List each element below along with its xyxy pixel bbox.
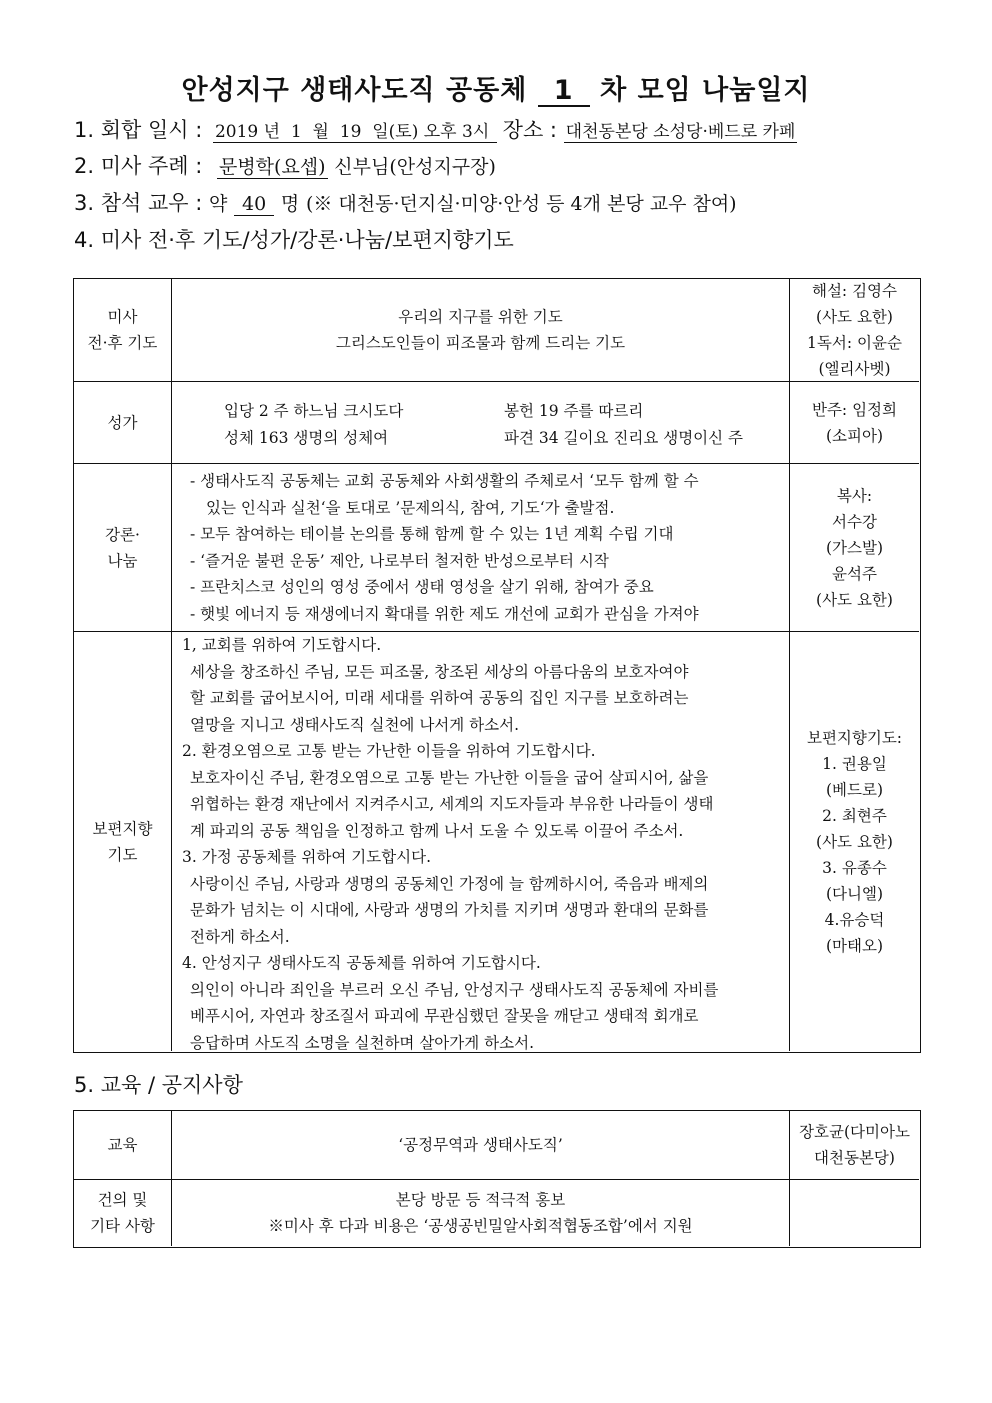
datetime-label: 1. 회합 일시 : [74, 118, 203, 142]
role-line: (사도 요한) [816, 308, 893, 326]
title-prefix: 안성지구 생태사도직 공동체 [181, 75, 528, 106]
role-line: 1독서: 이윤순 [807, 334, 902, 352]
intercession-line: 계 파괴의 공동 책임을 인정하고 함께 나서 도울 수 있도록 이끌어 주소서. [190, 821, 684, 840]
intercession-line: 문화가 넘치는 이 시대에, 사랑과 생명의 가치를 지키며 생명과 환대의 문화를 [190, 901, 709, 919]
altar-servers [790, 464, 919, 631]
month: 1 [290, 122, 302, 142]
homily-line: 있는 인식과 실천‘을 토대로 ’문제의식, 참여, 기도‘가 출발점. [206, 498, 615, 517]
row-label-intercessions [74, 632, 172, 1051]
intercession-line: 1, 교회를 위하여 기도합시다. [182, 636, 382, 654]
label-line: 전·후 기도 [87, 334, 158, 352]
notices-empty-cell [790, 1180, 919, 1246]
day: 19 [339, 122, 362, 142]
prayer-title-2: 그리스도인들이 피조물과 함께 드리는 기도 [335, 334, 626, 352]
hymn-accompanist [790, 382, 919, 463]
notice-line: 본당 방문 등 적극적 홍보 [395, 1191, 566, 1209]
celebrant-role: 신부님(안성지구장) [334, 156, 496, 178]
label-line: 보편지향 [92, 819, 153, 838]
meeting-place: 대천동본당 소성당·베드로 카페 [565, 122, 796, 142]
homily-content [172, 464, 790, 631]
intercession-line: 세상을 창조하신 주님, 모든 피조물, 창조된 세상의 아름다움의 보호자여야 [190, 662, 689, 681]
intercession-line: 응답하며 사도직 소명을 실천하며 살아가게 하소서. [190, 1033, 534, 1052]
notices-content [172, 1180, 790, 1246]
label-line: 나눔 [107, 551, 138, 570]
meeting-number: 1 [538, 77, 590, 107]
role-line: (다니엘) [825, 884, 883, 903]
intercession-line: 위협하는 환경 재난에서 지켜주시고, 세계의 지도자들과 부유한 나라들이 생태 [190, 795, 714, 813]
attendance-count: 40 [234, 193, 274, 216]
offertory-hymn: 봉헌 19 주를 따르리 [504, 402, 644, 420]
attendance-note: (※ 대천동·던지실·미양·안성 등 4개 본당 교우 참여) [305, 193, 737, 215]
role-line: (소피아) [825, 426, 883, 445]
section-4-heading: 4. 미사 전·후 기도/성가/강론·나눔/보편지향기도 [74, 228, 514, 252]
attendance-label: 3. 참석 교우 : [74, 191, 203, 215]
homily-line: - 햇빛 에너지 등 재생에너지 확대를 위한 제도 개선에 교회가 관심을 가져야 [190, 604, 699, 623]
education-table [73, 1110, 921, 1248]
row-label-homily [74, 464, 172, 631]
role-line: 4.유승덕 [824, 910, 885, 929]
hymn-row [224, 425, 789, 452]
celebrant-line [74, 150, 496, 180]
prayer-content [172, 279, 790, 381]
intercession-readers [790, 632, 919, 1051]
intercession-line: 열망을 지니고 생태사도직 실천에 나서게 하소서. [190, 715, 520, 734]
education-topic-cell [172, 1111, 790, 1179]
entrance-hymn: 입당 2 주 하느님 크시도다 [224, 402, 404, 420]
row-label-hymns: 성가 [74, 382, 172, 463]
section-5-heading: 5. 교육 / 공지사항 [74, 1073, 243, 1097]
role-line: 반주: 임정희 [811, 400, 897, 419]
role-line: 1. 권용일 [822, 754, 887, 773]
role-line: (엘리사벳) [818, 360, 891, 378]
notice-line: ※미사 후 다과 비용은 ‘공생공빈밀알사회적협동조합’에서 지원 [268, 1217, 693, 1235]
role-line: 장호균(다미아노 [799, 1123, 910, 1141]
meeting-time: 오후 3시 [423, 122, 490, 142]
label-line: 기도 [107, 845, 138, 864]
communion-hymn: 성체 163 생명의 성체여 [224, 429, 389, 447]
role-line: 서수강 [832, 512, 877, 531]
attendance-line [74, 187, 737, 217]
homily-line: - 모두 참여하는 테이블 논의를 통해 함께 할 수 있는 1년 계획 수립 기대 [190, 525, 674, 543]
homily-line: - 생태사도직 공동체는 교회 공동체와 사회생활의 주체로서 ‘모두 함께 할 수 [190, 472, 699, 490]
role-line: 2. 최현주 [822, 806, 887, 825]
role-line: 복사: [836, 486, 873, 505]
education-lecturer [790, 1111, 919, 1179]
celebrant-label: 2. 미사 주례 : [74, 154, 203, 178]
mass-table [73, 278, 921, 1053]
meeting-date [213, 122, 497, 143]
intercession-line: 2. 환경오염으로 고통 받는 가난한 이들을 위하여 기도합시다. [182, 742, 596, 760]
role-line: (마태오) [825, 936, 883, 955]
recessional-hymn: 파견 34 길이요 진리요 생명이신 주 [504, 429, 744, 447]
place-label: 장소 : [502, 118, 557, 142]
row-label-education: 교육 [74, 1111, 172, 1179]
table-row-prayer [74, 279, 919, 381]
table-row-homily [74, 463, 919, 631]
intercession-line: 보호자이신 주님, 환경오염으로 고통 받는 가난한 이들을 굽어 살피시어, 삶을 [190, 768, 709, 787]
label-line: 미사 [107, 308, 138, 326]
homily-line: - 프란치스코 성인의 영성 중에서 생태 영성을 살기 위해, 참여가 중요 [190, 578, 654, 596]
role-line: (베드로) [825, 780, 883, 799]
role-line: 대천동본당) [814, 1149, 895, 1167]
celebrant-name: 문병학(요셉) [218, 156, 326, 178]
label-line: 기타 사항 [90, 1217, 155, 1235]
role-line: (가스발) [825, 538, 883, 557]
role-line: 보편지향기도: [806, 728, 903, 747]
attendance-unit: 명 [280, 193, 300, 215]
table-row-education [74, 1111, 919, 1179]
page-title [0, 68, 992, 107]
intercession-line: 4. 안성지구 생태사도직 공동체를 위하여 기도합시다. [182, 954, 541, 972]
row-label-notices [74, 1180, 172, 1246]
hymn-row [224, 398, 789, 425]
table-row-notices [74, 1179, 919, 1246]
prayer-title-1: 우리의 지구를 위한 기도 [398, 308, 563, 326]
role-line: 해설: 김영수 [811, 282, 897, 300]
intercession-line: 3. 가정 공동체를 위하여 기도합시다. [182, 848, 432, 866]
intercession-line: 사랑이신 주님, 사랑과 생명의 공동체인 가정에 늘 함께하시어, 죽음과 배제의 [190, 874, 709, 893]
row-label-prayer [74, 279, 172, 381]
day-unit: 일(토) [372, 122, 419, 142]
intercession-line: 할 교회를 굽어보시어, 미래 세대를 위하여 공동의 집인 지구를 보호하려는 [190, 689, 689, 707]
homily-line: - ‘즐거운 불편 운동’ 제안, 나로부터 철저한 반성으로부터 시작 [190, 551, 609, 570]
table-row-intercessions [74, 631, 919, 1051]
approx-label: 약 [208, 193, 228, 215]
role-line: 3. 유종수 [822, 858, 887, 877]
hymn-list [172, 382, 790, 463]
intercessions-content [172, 632, 790, 1051]
year-unit: 년 [263, 122, 281, 142]
meeting-datetime-line [74, 114, 797, 144]
month-unit: 월 [312, 122, 329, 142]
title-suffix: 차 모임 나눔일지 [600, 75, 811, 106]
intercession-line: 의인이 아니라 죄인을 부르러 오신 주님, 안성지구 생태사도직 공동체에 자비를 [190, 980, 719, 999]
role-line: 윤석주 [832, 564, 877, 583]
year: 2019 [214, 122, 259, 142]
intercession-line: 베푸시어, 자연과 창조질서 파괴에 무관심했던 잘못을 깨닫고 생태적 회개로 [190, 1007, 699, 1025]
prayer-roles [790, 279, 919, 381]
label-line: 강론· [105, 525, 140, 544]
table-row-hymns [74, 381, 919, 463]
education-topic: ‘공정무역과 생태사도직’ [398, 1136, 563, 1154]
role-line: (사도 요한) [816, 832, 893, 851]
intercession-line: 전하게 하소서. [190, 927, 290, 946]
label-line: 건의 및 [97, 1191, 148, 1209]
role-line: (사도 요한) [816, 590, 893, 609]
